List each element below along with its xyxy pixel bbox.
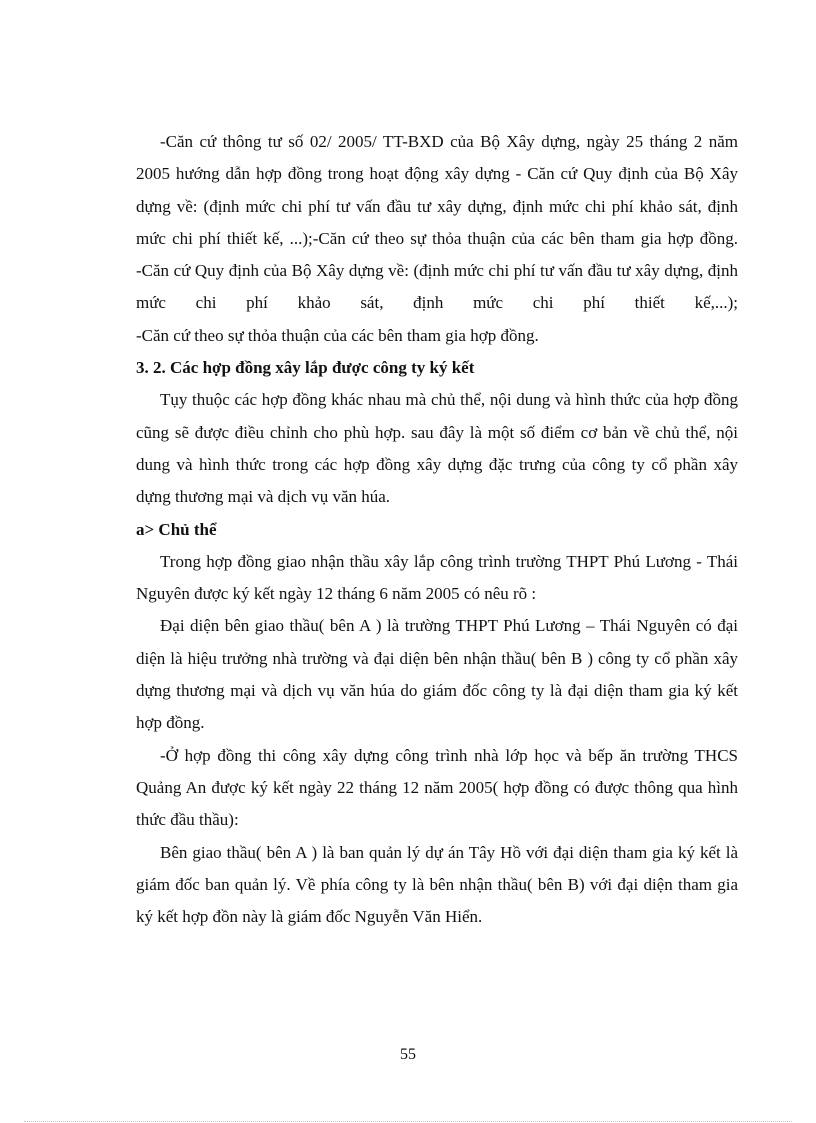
paragraph-legal-basis-2: -Căn cứ Quy định của Bộ Xây dựng về: (định mức chi phí tư vấn đầu tư xây dựng, định mức chi phí khảo sát, định mức chi phí thiết kế,...); <box>136 261 738 313</box>
paragraph-contract-1: Trong hợp đồng giao nhận thầu xây lắp công trình trường THPT Phú Lương - Thái Nguyên được ký kết ngày 12 tháng 6 năm 2005 có nêu rõ : <box>136 551 738 604</box>
subsection-heading: a> Chủ thể <box>136 519 217 539</box>
paragraph-legal-basis: -Căn cứ thông tư số 02/ 2005/ TT-BXD của Bộ Xây dựng, ngày 25 tháng 2 năm 2005 hướng dẫn hợp đồng trong hoạt động xây dựng - Căn cứ Quy định của Bộ Xây dựng về: (định mức chi phí tư vấn đầu tư xây dựng, định mức chi phí khảo sát, định mức chi phí thiết kế, ...);-Căn cứ theo sự thỏa thuận của các bên tham gia hợp đồng. <box>136 132 738 248</box>
paragraph-parties-1: Đại diện bên giao thầu( bên A ) là trường THPT Phú Lương – Thái Nguyên có đại diện là hiệu trưởng nhà trường và đại diện bên nhận thầu( bên B ) công ty cổ phần xây dựng thương mại và dịch vụ văn húa do giám đốc công ty là đại diện tham gia ký kết hợp đồng. <box>136 616 738 733</box>
paragraph-legal-basis-3: -Căn cứ theo sự thỏa thuận của các bên tham gia hợp đồng. <box>136 325 539 345</box>
paragraph-contract-2: -Ở hợp đồng thi công xây dựng công trình nhà lớp học và bếp ăn trường THCS Quảng An được ký kết ngày 22 tháng 12 năm 2005( hợp đồng có được thông qua hình thức đầu thầu): <box>136 745 738 830</box>
body-text <box>136 126 738 933</box>
page-number: 55 <box>400 1046 416 1063</box>
paragraph-parties-2: Bên giao thầu( bên A ) là ban quản lý dự án Tây Hồ với đại diện tham gia ký kết là giám đốc ban quản lý. Về phía công ty là bên nhận thầu( bên B) với đại diện tham gia ký kết hợp đồn này là giám đốc Nguyễn Văn Hiển. <box>136 842 738 927</box>
page-bottom-divider <box>24 1121 792 1122</box>
paragraph-intro: Tụy thuộc các hợp đồng khác nhau mà chủ thể, nội dung và hình thức của hợp đồng cũng sẽ được điều chỉnh cho phù hợp. sau đây là một số điểm cơ bản về chủ thể, nội dung và hình thức trong các hợp đồng xây dựng đặc trưng của công ty cổ phần xây dựng thương mại và dịch vụ văn húa. <box>136 390 738 507</box>
section-heading: 3. 2. Các hợp đồng xây lắp được công ty ký kết <box>136 358 475 378</box>
